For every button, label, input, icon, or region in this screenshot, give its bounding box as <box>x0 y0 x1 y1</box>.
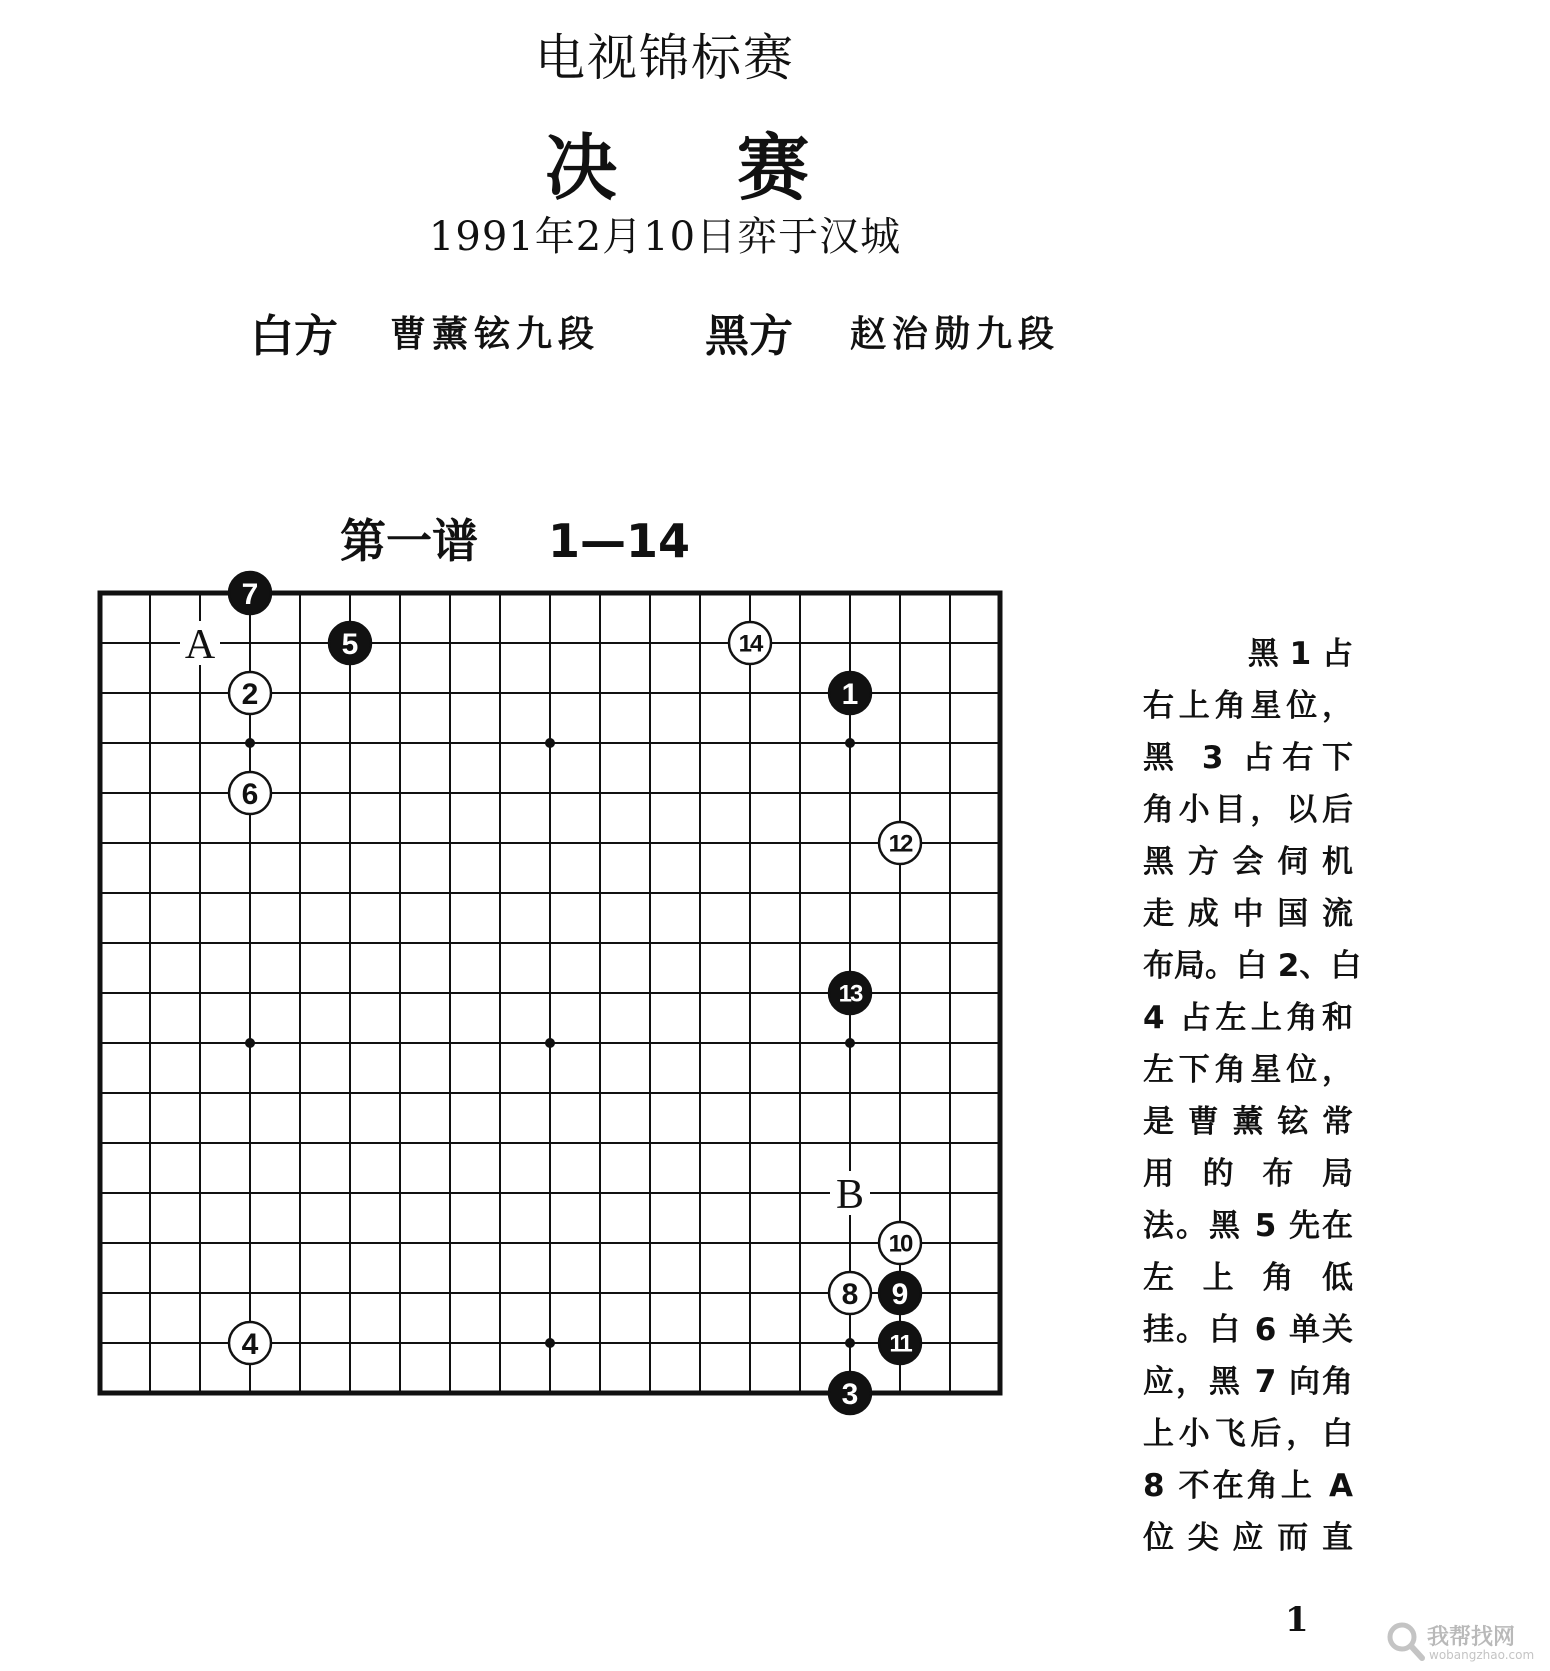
star-point <box>545 1338 555 1348</box>
header-date: 1991年2月10日弈于汉城 <box>428 214 902 260</box>
page-number: 1 <box>1285 1600 1309 1640</box>
commentary <box>1143 628 1362 1564</box>
commentary-line: 上小飞后，白 <box>1143 1416 1353 1452</box>
commentary-line: 右上角星位， <box>1143 688 1353 724</box>
commentary-line: 黑方会伺机 <box>1143 844 1353 880</box>
star-point <box>545 1038 555 1048</box>
star-point <box>845 738 855 748</box>
stone-number-3: 3 <box>841 1377 859 1411</box>
star-point <box>245 1038 255 1048</box>
stone-number-9: 9 <box>891 1277 909 1311</box>
black-player-label: 黑方 <box>705 311 793 362</box>
commentary-line: 黑 3 占右下 <box>1143 740 1353 776</box>
stone-number-4: 4 <box>241 1327 259 1361</box>
stone-number-11: 11 <box>889 1330 911 1358</box>
board-marker-b: B <box>835 1172 865 1218</box>
diagram-move-range: 1—14 <box>548 514 691 568</box>
stone-number-8: 8 <box>841 1277 859 1311</box>
commentary-line: 黑 1 占 <box>1247 636 1353 672</box>
watermark <box>1385 1618 1545 1668</box>
commentary-line: 左下角星位， <box>1143 1052 1353 1088</box>
commentary-line: 用的布局 <box>1143 1156 1353 1192</box>
board-marker-a: A <box>184 622 216 668</box>
watermark-url: wobangzhao.com <box>1429 1648 1535 1662</box>
star-point <box>245 738 255 748</box>
stone-number-14: 14 <box>738 630 762 658</box>
star-point <box>845 1038 855 1048</box>
stone-number-12: 12 <box>888 830 912 858</box>
white-player-name: 曹薰铉九段 <box>390 313 601 355</box>
commentary-line: 法。黑 5 先在 <box>1143 1208 1353 1244</box>
stone-number-1: 1 <box>841 677 859 711</box>
magnifier-icon <box>1385 1620 1425 1664</box>
white-player-label: 白方 <box>250 311 338 362</box>
stone-number-10: 10 <box>888 1230 912 1258</box>
star-point <box>845 1338 855 1348</box>
commentary-line: 应，黑 7 向角 <box>1143 1364 1353 1400</box>
header-subtitle: 电视锦标赛 <box>535 29 795 87</box>
stone-number-6: 6 <box>241 777 259 811</box>
commentary-line: 左上角低 <box>1143 1260 1353 1296</box>
commentary-line: 8 不在角上 A <box>1143 1468 1353 1504</box>
header-title: 决赛 <box>545 125 930 210</box>
commentary-line: 位尖应而直 <box>1143 1520 1353 1556</box>
black-player-name: 赵治勋九段 <box>850 313 1061 355</box>
stone-number-13: 13 <box>838 980 862 1008</box>
star-point <box>545 738 555 748</box>
commentary-line: 是曹薰铉常 <box>1143 1104 1353 1140</box>
commentary-line: 角小目，以后 <box>1143 792 1353 828</box>
commentary-line: 4 占左上角和 <box>1143 1000 1353 1036</box>
commentary-line: 布局。白 2、白 <box>1143 948 1362 984</box>
commentary-line: 走成中国流 <box>1143 896 1353 932</box>
stone-number-5: 5 <box>341 627 359 661</box>
stone-number-2: 2 <box>241 677 259 711</box>
watermark-text: 我帮找网 <box>1427 1625 1516 1650</box>
diagram-title-text: 第一谱 <box>340 514 478 568</box>
stone-number-7: 7 <box>241 577 259 611</box>
commentary-line: 挂。白 6 单关 <box>1143 1312 1353 1348</box>
